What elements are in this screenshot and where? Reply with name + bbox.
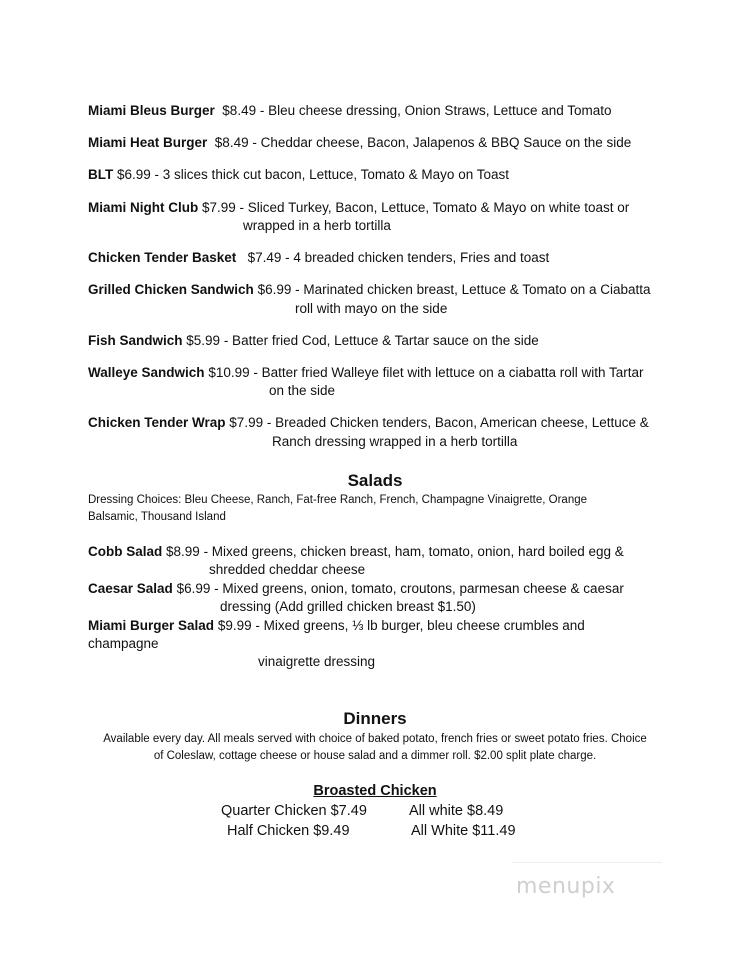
item-description: $10.99 - Batter fried Walleye filet with lettuce on a ciabatta roll with Tartar	[208, 365, 644, 380]
item-description: $7.99 - Sliced Turkey, Bacon, Lettuce, Tomato & Mayo on white toast or	[202, 200, 630, 215]
item-description-continued: champagne	[88, 636, 159, 651]
price-quarter-chicken: Quarter Chicken $7.49	[221, 803, 367, 819]
menu-item	[88, 414, 649, 432]
item-description: $7.49 - 4 breaded chicken tenders, Fries and toast	[247, 250, 550, 265]
price-all-white: All white $8.49	[409, 803, 504, 819]
dressing-choices: Dressing Choices: Bleu Cheese, Ranch, Fat-free Ranch, French, Champagne Vinaigrette, Orange	[88, 494, 588, 506]
item-description-continued: wrapped in a herb tortilla	[243, 218, 391, 233]
item-description-continued: roll with mayo on the side	[295, 301, 448, 316]
menu-item	[88, 249, 549, 267]
item-name: Chicken Tender Basket	[88, 250, 237, 265]
item-description: $6.99 - 3 slices thick cut bacon, Lettuce, Tomato & Mayo on Toast	[117, 167, 509, 182]
menu-item	[88, 332, 539, 350]
item-description-continued: Ranch dressing wrapped in a herb tortilla	[272, 434, 518, 449]
item-name: Miami Night Club	[88, 200, 199, 215]
menu-item	[88, 102, 612, 120]
item-description: $9.99 - Mixed greens, ⅓ lb burger, bleu cheese crumbles and	[217, 618, 585, 633]
spacer	[236, 250, 247, 265]
item-name: BLT	[88, 167, 114, 182]
dinners-note: Available every day. All meals served with choice of baked potato, french fries or sweet potato fries. Choice	[103, 733, 647, 745]
item-description-continued: vinaigrette dressing	[258, 654, 376, 669]
item-name: Grilled Chicken Sandwich	[88, 282, 254, 297]
dinners-note-continued: of Coleslaw, cottage cheese or house salad and a dimmer roll. $2.00 split plate charge.	[153, 750, 597, 762]
menu-item	[88, 166, 509, 184]
item-name: Miami Heat Burger	[88, 135, 208, 150]
salad-item	[88, 543, 624, 561]
menupix-watermark: menupix	[516, 874, 616, 899]
salad-item	[88, 580, 624, 598]
item-name: Chicken Tender Wrap	[88, 415, 226, 430]
salad-item	[88, 617, 585, 635]
item-description: $8.49 - Bleu cheese dressing, Onion Straws, Lettuce and Tomato	[222, 103, 612, 118]
broasted-chicken-heading: Broasted Chicken	[313, 783, 437, 799]
item-name: Miami Bleus Burger	[88, 103, 215, 118]
dressing-choices-continued: Balsamic, Thousand Island	[88, 511, 226, 523]
dinners-heading: Dinners	[343, 709, 407, 728]
item-name: Cobb Salad	[88, 544, 163, 559]
spacer	[207, 135, 215, 150]
menu-item	[88, 199, 629, 217]
item-name: Miami Burger Salad	[88, 618, 215, 633]
price-all-white-half: All White $11.49	[411, 823, 516, 839]
item-description: $6.99 - Marinated chicken breast, Lettuce & Tomato on a Ciabatta	[257, 282, 651, 297]
item-description: $6.99 - Mixed greens, onion, tomato, croutons, parmesan cheese & caesar	[176, 581, 624, 596]
item-description: $8.99 - Mixed greens, chicken breast, ham, tomato, onion, hard boiled egg &	[166, 544, 624, 559]
item-description: $7.99 - Breaded Chicken tenders, Bacon, American cheese, Lettuce &	[229, 415, 649, 430]
menu-item	[88, 134, 631, 152]
menu-item	[88, 281, 651, 299]
item-description-continued: shredded cheddar cheese	[209, 562, 366, 577]
item-description: $8.49 - Cheddar cheese, Bacon, Jalapenos & BBQ Sauce on the side	[214, 135, 632, 150]
menu-item	[88, 364, 644, 382]
salads-heading: Salads	[347, 471, 403, 490]
item-name: Walleye Sandwich	[88, 365, 205, 380]
item-description-continued: dressing (Add grilled chicken breast $1.50)	[220, 599, 476, 614]
price-half-chicken: Half Chicken $9.49	[227, 823, 350, 839]
item-name: Fish Sandwich	[88, 333, 183, 348]
watermark-rule	[512, 862, 662, 863]
item-description-continued: on the side	[269, 383, 336, 398]
item-description: $5.99 - Batter fried Cod, Lettuce & Tartar sauce on the side	[186, 333, 539, 348]
item-name: Caesar Salad	[88, 581, 173, 596]
